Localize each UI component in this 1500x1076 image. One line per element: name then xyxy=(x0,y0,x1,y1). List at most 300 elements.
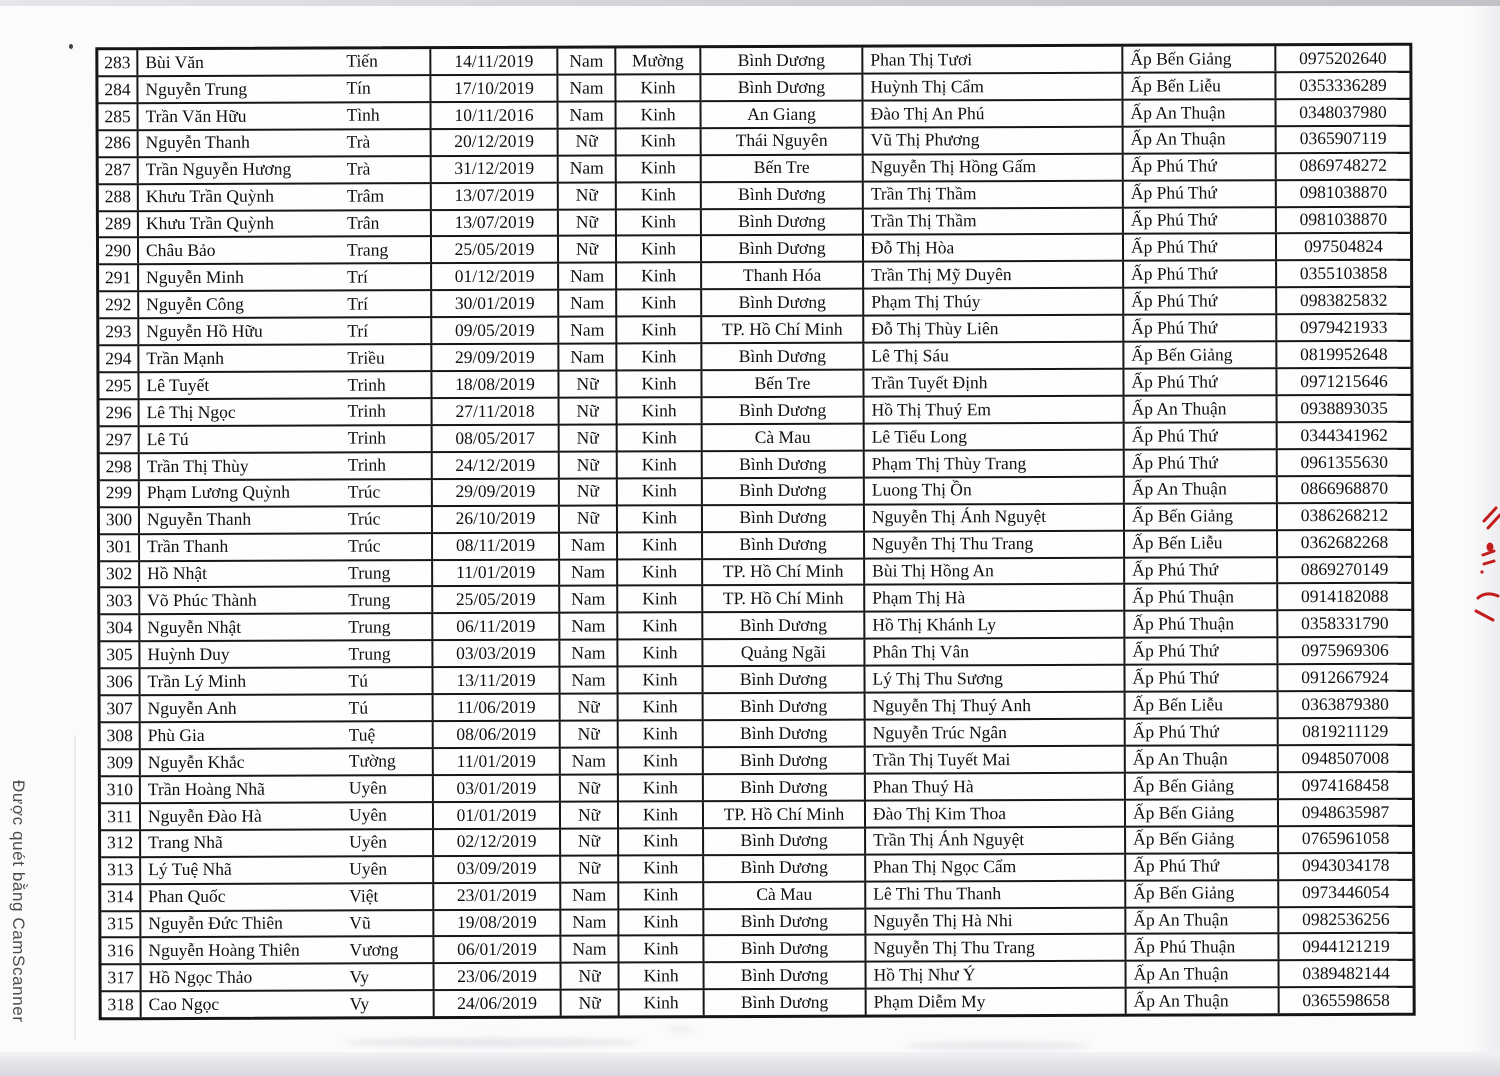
cell-given-name: Uyên xyxy=(348,804,387,825)
cell-family-name: Lý Tuệ Nhã xyxy=(148,859,232,880)
cell-dob: 25/05/2019 xyxy=(433,587,560,612)
cell-hamlet: Ấp An Thuận xyxy=(1127,988,1280,1013)
cell-family-name: Phạm Lương Quỳnh xyxy=(146,482,291,503)
cell-hamlet: Ấp Bến Liễu xyxy=(1126,692,1279,717)
cell-hamlet: Ấp Phú Thứ xyxy=(1125,558,1278,583)
cell-family-name: Hồ Ngọc Thảo xyxy=(148,966,253,988)
cell-gender: Nữ xyxy=(561,775,619,800)
cell-given-name: Uyên xyxy=(348,777,387,799)
cell-phone: 0358331790 xyxy=(1301,612,1389,634)
cell-hamlet: Ấp Phú Thứ xyxy=(1124,208,1277,233)
cell-mother-name: Vũ Thị Phương xyxy=(864,127,1124,153)
cell-family-name: Nguyễn Thanh xyxy=(145,132,250,153)
cell-ethnicity: Kinh xyxy=(617,371,702,396)
cell-gender: Nam xyxy=(559,345,617,370)
cell-name xyxy=(140,641,433,667)
cell-hamlet: Ấp An Thuận xyxy=(1123,100,1276,125)
cell-mother-name: Phạm Thị Hà xyxy=(865,585,1125,611)
cell-ethnicity: Kinh xyxy=(617,156,702,181)
cell-gender: Nam xyxy=(559,156,617,181)
cell-ethnicity: Kinh xyxy=(617,264,702,289)
cell-hamlet: Ấp Bến Giảng xyxy=(1123,46,1276,71)
cell-dob: 20/12/2019 xyxy=(432,129,559,154)
cell-mother-name: Phạm Thị Thùy Trang xyxy=(865,451,1125,477)
cell-family-name: Trang Nhã xyxy=(148,832,223,853)
cell-number: 301 xyxy=(100,535,140,560)
cell-phone: 0938893035 xyxy=(1300,397,1388,418)
cell-hamlet: Ấp Bến Liễu xyxy=(1125,531,1278,556)
cell-hamlet: Ấp Bến Giảng xyxy=(1126,773,1279,798)
cell-given-name: Trinh xyxy=(347,454,387,475)
cell-province: Bình Dương xyxy=(702,290,864,315)
cell-hamlet: Ấp Phú Thứ xyxy=(1124,235,1277,260)
cell-ethnicity: Kinh xyxy=(619,829,704,854)
cell-gender: Nữ xyxy=(560,425,618,450)
cell-ethnicity: Kinh xyxy=(618,587,703,612)
cell-province: Thái Nguyên xyxy=(702,128,864,153)
cell-phone: 0948507008 xyxy=(1301,747,1390,768)
cell-province: TP. Hồ Chí Minh xyxy=(703,559,865,584)
cell-province: TP. Hồ Chí Minh xyxy=(704,801,866,826)
cell-province: TP. Hồ Chí Minh xyxy=(703,586,865,611)
cell-phone: 0975202640 xyxy=(1299,47,1387,68)
cell-ethnicity: Kinh xyxy=(618,506,703,531)
cell-number: 308 xyxy=(101,723,141,748)
cell-phone: 0982536256 xyxy=(1302,908,1390,930)
cell-ethnicity: Kinh xyxy=(619,748,704,773)
cell-gender: Nữ xyxy=(562,964,620,989)
cell-province: Bình Dương xyxy=(703,667,865,692)
cell-mother-name: Hồ Thị Khánh Ly xyxy=(865,612,1125,638)
cell-family-name: Nguyễn Đào Hà xyxy=(147,805,262,826)
cell-phone: 0365598658 xyxy=(1302,989,1390,1011)
cell-name xyxy=(140,453,433,479)
cell-name xyxy=(140,588,433,614)
cell-number: 318 xyxy=(102,992,142,1017)
cell-hamlet: Ấp An Thuận xyxy=(1126,908,1279,933)
cell-mother-name: Trần Thị Ánh Nguyệt xyxy=(866,827,1126,853)
scan-edge-top xyxy=(0,0,1500,6)
cell-family-name: Trần Thị Thùy xyxy=(146,455,249,476)
cell-phone: 0866968870 xyxy=(1300,478,1389,499)
cell-given-name: Tín xyxy=(346,77,371,99)
cell-gender: Nữ xyxy=(560,506,618,531)
cell-dob: 01/01/2019 xyxy=(434,802,561,827)
cell-mother-name: Nguyễn Thị Thu Trang xyxy=(865,531,1125,557)
cell-family-name: Cao Ngọc xyxy=(148,993,220,1015)
cell-number: 307 xyxy=(101,696,141,721)
cell-mother-name: Bùi Thị Hồng An xyxy=(865,558,1125,584)
cell-gender: Nam xyxy=(560,533,618,558)
cell-mother-name: Đỗ Thị Hòa xyxy=(864,235,1124,261)
cell-province: Bình Dương xyxy=(704,855,866,880)
cell-ethnicity: Kinh xyxy=(619,775,704,800)
cell-ethnicity: Kinh xyxy=(619,910,704,935)
cell-gender: Nam xyxy=(558,48,616,73)
cell-ethnicity: Kinh xyxy=(620,964,705,989)
cell-hamlet: Ấp An Thuận xyxy=(1124,127,1277,152)
cell-gender: Nam xyxy=(560,614,618,639)
cell-number: 302 xyxy=(100,562,140,587)
cell-given-name: Tình xyxy=(346,104,380,125)
cell-ethnicity: Kinh xyxy=(617,210,702,235)
cell-phone: 0948635987 xyxy=(1301,801,1390,822)
cell-phone: 0973446054 xyxy=(1301,882,1390,903)
cell-mother-name: Trần Tuyết Định xyxy=(864,370,1124,396)
cell-ethnicity: Kinh xyxy=(618,560,703,585)
cell-hamlet: Ấp Phú Thuận xyxy=(1125,612,1278,637)
cell-mother-name: Lê Tiểu Long xyxy=(865,424,1125,450)
cell-ethnicity: Kinh xyxy=(620,990,705,1015)
cell-mother-name: Đào Thị An Phú xyxy=(863,101,1123,127)
cell-province: Cà Mau xyxy=(704,882,866,907)
ink-dot xyxy=(69,44,73,49)
cell-gender: Nữ xyxy=(561,856,619,881)
cell-family-name: Trần Nguyễn Hương xyxy=(145,159,292,180)
cell-hamlet: Ấp Bến Giảng xyxy=(1125,504,1278,529)
cell-province: An Giang xyxy=(702,101,864,126)
cell-dob: 13/07/2019 xyxy=(432,183,559,208)
cell-family-name: Nguyễn Trung xyxy=(145,78,248,99)
cell-hamlet: Ấp An Thuận xyxy=(1127,962,1280,987)
cell-dob: 13/11/2019 xyxy=(433,668,560,693)
cell-name xyxy=(138,76,431,102)
cell-given-name: Việt xyxy=(349,885,379,906)
cell-number: 304 xyxy=(100,616,140,641)
cell-ethnicity: Kinh xyxy=(618,533,703,558)
cell-ethnicity: Kinh xyxy=(618,398,703,423)
cell-name xyxy=(140,426,433,452)
cell-ethnicity: Kinh xyxy=(618,640,703,665)
cell-ethnicity: Kinh xyxy=(619,937,704,962)
cell-province: Bình Dương xyxy=(702,209,864,234)
cell-province: TP. Hồ Chí Minh xyxy=(702,317,864,342)
cell-name xyxy=(141,722,434,748)
cell-family-name: Nguyễn Minh xyxy=(146,266,244,288)
cell-phone: 0765961058 xyxy=(1301,828,1390,849)
cell-dob: 23/06/2019 xyxy=(435,964,562,989)
cell-gender: Nam xyxy=(561,748,619,773)
cell-dob: 11/01/2019 xyxy=(433,560,560,585)
cell-number: 286 xyxy=(99,131,139,156)
cell-name xyxy=(139,291,432,317)
cell-gender: Nam xyxy=(561,937,619,962)
cell-gender: Nữ xyxy=(559,210,617,235)
cell-phone: 0914182088 xyxy=(1300,585,1389,607)
cell-ethnicity: Kinh xyxy=(618,614,703,639)
cell-ethnicity: Kinh xyxy=(617,344,702,369)
cell-mother-name: Trần Thị Mỹ Duyên xyxy=(864,262,1124,288)
cell-phone: 0389482144 xyxy=(1302,962,1390,984)
birth-records-table xyxy=(95,43,1415,1021)
cell-phone: 0971215646 xyxy=(1300,370,1388,391)
cell-family-name: Phan Quốc xyxy=(148,886,226,907)
cell-number: 290 xyxy=(99,239,139,264)
cell-dob: 06/01/2019 xyxy=(434,937,561,962)
cell-dob: 29/09/2019 xyxy=(432,345,559,370)
cell-ethnicity: Kinh xyxy=(619,802,704,827)
cell-name xyxy=(140,399,433,425)
cell-gender: Nam xyxy=(559,102,617,127)
cell-phone: 0981038870 xyxy=(1299,182,1388,203)
cell-name xyxy=(140,534,433,560)
cell-dob: 03/03/2019 xyxy=(433,641,560,666)
cell-family-name: Nguyễn Hoàng Thiên xyxy=(148,939,300,961)
cell-number: 289 xyxy=(99,212,139,237)
cell-province: Bình Dương xyxy=(703,451,865,476)
cell-phone: 0362682268 xyxy=(1300,532,1389,553)
cell-number: 306 xyxy=(100,669,140,694)
cell-province: Quảng Ngãi xyxy=(703,640,865,665)
cell-dob: 27/11/2018 xyxy=(433,399,560,424)
cell-phone: 0386268212 xyxy=(1300,505,1389,526)
cell-gender: Nữ xyxy=(559,372,617,397)
cell-dob: 03/09/2019 xyxy=(434,856,561,881)
cell-number: 303 xyxy=(100,589,140,614)
cell-number: 317 xyxy=(102,965,142,990)
cell-given-name: Vy xyxy=(349,966,370,987)
cell-gender: Nam xyxy=(560,668,618,693)
cell-gender: Nam xyxy=(558,75,616,100)
cell-mother-name: Đào Thị Kim Thoa xyxy=(866,801,1126,827)
cell-mother-name: Nguyễn Thị Hồng Gấm xyxy=(864,154,1124,180)
cell-number: 312 xyxy=(101,831,141,856)
cell-hamlet: Ấp Phú Thuận xyxy=(1125,585,1278,610)
cell-ethnicity: Kinh xyxy=(618,425,703,450)
cell-hamlet: Ấp Phú Thứ xyxy=(1125,665,1278,690)
cell-province: Bình Dương xyxy=(703,505,865,530)
cell-province: Bình Dương xyxy=(703,613,865,638)
cell-hamlet: Ấp Phú Thứ xyxy=(1124,288,1277,313)
cell-mother-name: Luong Thị Ồn xyxy=(865,477,1125,503)
cell-hamlet: Ấp Phú Thứ xyxy=(1124,154,1277,179)
cell-given-name: Tú xyxy=(348,697,369,718)
cell-phone: 0869748272 xyxy=(1299,155,1388,176)
cell-family-name: Nguyễn Thanh xyxy=(146,509,252,530)
cell-name xyxy=(142,964,435,990)
cell-province: Bình Dương xyxy=(702,344,864,369)
cell-phone: 0344341962 xyxy=(1300,424,1388,445)
cell-given-name: Vũ xyxy=(349,912,371,933)
cell-province: Bình Dương xyxy=(701,75,863,100)
cell-dob: 08/11/2019 xyxy=(433,533,560,558)
cell-given-name: Trúc xyxy=(347,481,381,502)
cell-province: Bình Dương xyxy=(704,748,866,773)
cell-province: Bình Dương xyxy=(704,936,866,961)
cell-province: Bình Dương xyxy=(705,990,867,1015)
cell-ethnicity: Kinh xyxy=(617,317,702,342)
cell-given-name: Trúc xyxy=(347,508,381,529)
cell-dob: 29/09/2019 xyxy=(433,479,560,504)
cell-dob: 24/06/2019 xyxy=(435,991,562,1016)
cell-number: 300 xyxy=(100,508,140,533)
cell-number: 309 xyxy=(101,750,141,775)
cell-dob: 09/05/2019 xyxy=(432,318,559,343)
cell-ethnicity: Kinh xyxy=(618,479,703,504)
cell-name xyxy=(140,668,433,694)
cell-dob: 10/11/2016 xyxy=(432,103,559,128)
cell-name xyxy=(141,803,434,829)
cell-mother-name: Nguyễn Thị Thuý Anh xyxy=(866,693,1126,719)
cell-family-name: Lê Tú xyxy=(146,428,189,449)
cell-hamlet: Ấp Bến Giảng xyxy=(1126,800,1279,825)
cell-number: 296 xyxy=(100,400,140,425)
cell-hamlet: Ấp Phú Thứ xyxy=(1125,450,1278,475)
cell-name xyxy=(141,857,434,883)
cell-gender: Nữ xyxy=(560,452,618,477)
cell-number: 315 xyxy=(101,912,141,937)
cell-hamlet: Ấp An Thuận xyxy=(1126,746,1279,771)
cell-given-name: Trung xyxy=(348,616,391,637)
cell-given-name: Trà xyxy=(346,158,371,179)
cell-mother-name: Lý Thị Thu Sương xyxy=(865,666,1125,692)
cell-phone: 0353336289 xyxy=(1299,74,1387,95)
cell-dob: 11/06/2019 xyxy=(434,695,561,720)
cell-province: Bình Dương xyxy=(704,909,866,934)
cell-province: Bến Tre xyxy=(702,155,864,180)
cell-number: 284 xyxy=(98,77,138,102)
cell-family-name: Trần Văn Hữu xyxy=(145,105,247,126)
scan-edge-bottom xyxy=(0,1052,1500,1076)
cell-mother-name: Nguyễn Trúc Ngân xyxy=(866,720,1126,746)
cell-name xyxy=(142,991,435,1017)
cell-name xyxy=(141,749,434,775)
cell-name xyxy=(139,318,432,344)
cell-gender: Nam xyxy=(559,291,617,316)
cell-given-name: Tường xyxy=(348,750,396,772)
cell-given-name: Vy xyxy=(349,993,370,1014)
scan-smudge xyxy=(345,1038,640,1047)
cell-hamlet: Ấp Phú Thứ xyxy=(1125,423,1278,448)
cell-mother-name: Trần Thị Thầm xyxy=(864,181,1124,207)
cell-province: Bình Dương xyxy=(704,828,866,853)
cell-given-name: Tuệ xyxy=(348,724,376,745)
cell-gender: Nữ xyxy=(561,722,619,747)
cell-province: Bình Dương xyxy=(702,182,864,207)
cell-dob: 06/11/2019 xyxy=(433,614,560,639)
cell-number: 288 xyxy=(99,185,139,210)
cell-given-name: Trinh xyxy=(347,374,386,395)
cell-name xyxy=(139,184,432,210)
cell-name xyxy=(141,695,434,721)
cell-dob: 18/08/2019 xyxy=(432,372,559,397)
cell-hamlet: Ấp Bến Giảng xyxy=(1126,827,1279,852)
cell-mother-name: Phan Thuý Hà xyxy=(866,774,1126,800)
cell-number: 283 xyxy=(98,50,138,75)
cell-hamlet: Ấp Phú Thứ xyxy=(1126,719,1279,744)
cell-mother-name: Phân Thị Vân xyxy=(865,639,1125,665)
scan-smudge xyxy=(905,1042,1090,1050)
cell-dob: 01/12/2019 xyxy=(432,264,559,289)
cell-family-name: Nguyễn Hồ Hữu xyxy=(146,320,263,342)
cell-province: Bình Dương xyxy=(705,963,867,988)
cell-dob: 30/01/2019 xyxy=(432,291,559,316)
cell-gender: Nữ xyxy=(561,802,619,827)
cell-family-name: Lê Thị Ngọc xyxy=(146,401,236,422)
cell-given-name: Trung xyxy=(348,643,391,664)
cell-province: Bến Tre xyxy=(702,371,864,396)
cell-family-name: Nguyễn Đức Thiên xyxy=(148,912,283,934)
cell-family-name: Trần Hoàng Nhã xyxy=(147,778,265,799)
camscanner-watermark: Được quét bằng CamScanner xyxy=(9,780,28,1023)
cell-name xyxy=(141,776,434,802)
cell-given-name: Uyên xyxy=(349,831,388,852)
cell-family-name: Võ Phúc Thành xyxy=(147,589,257,611)
cell-family-name: Nguyễn Khắc xyxy=(147,751,245,772)
cell-given-name: Trà xyxy=(346,131,371,152)
cell-hamlet: Ấp Phú Thứ xyxy=(1124,181,1277,206)
cell-number: 310 xyxy=(101,777,141,802)
cell-number: 305 xyxy=(100,642,140,667)
cell-ethnicity: Kinh xyxy=(618,667,703,692)
cell-gender: Nữ xyxy=(562,991,620,1016)
cell-phone: 0912667924 xyxy=(1301,666,1389,688)
cell-family-name: Trần Lý Minh xyxy=(147,670,247,692)
cell-name xyxy=(139,372,432,398)
cell-number: 297 xyxy=(100,427,140,452)
cell-hamlet: Ấp Bến Giảng xyxy=(1124,342,1277,367)
cell-phone: 0961355630 xyxy=(1300,451,1389,472)
cell-mother-name: Lê Thi Thu Thanh xyxy=(866,881,1126,907)
cell-given-name: Trinh xyxy=(347,427,386,449)
cell-dob: 08/05/2017 xyxy=(433,426,560,451)
cell-province: Bình Dương xyxy=(703,532,865,557)
cell-dob: 19/08/2019 xyxy=(434,910,561,935)
cell-family-name: Hồ Nhật xyxy=(147,563,207,584)
cell-family-name: Khưu Trần Quỳnh xyxy=(145,212,275,234)
cell-name xyxy=(139,103,432,129)
cell-name xyxy=(140,561,433,587)
cell-number: 314 xyxy=(101,885,141,910)
cell-phone: 0365907119 xyxy=(1299,128,1387,149)
cell-hamlet: Ấp Bến Liễu xyxy=(1123,73,1276,98)
cell-province: Bình Dương xyxy=(703,478,865,503)
cell-number: 287 xyxy=(99,158,139,183)
cell-given-name: Trung xyxy=(348,562,391,583)
cell-family-name: Khưu Trần Quỳnh xyxy=(145,185,274,207)
cell-phone: 0944121219 xyxy=(1302,935,1390,957)
cell-mother-name: Huỳnh Thị Cẩm xyxy=(863,74,1123,100)
cell-mother-name: Phạm Thị Thúy xyxy=(864,289,1124,315)
cell-name xyxy=(141,884,434,910)
cell-gender: Nam xyxy=(559,318,617,343)
cell-dob: 25/05/2019 xyxy=(432,237,559,262)
cell-hamlet: Ấp Phú Thuận xyxy=(1126,935,1279,960)
cell-phone: 0983825832 xyxy=(1299,289,1388,311)
cell-mother-name: Nguyễn Thị Ánh Nguyệt xyxy=(865,504,1125,530)
cell-number: 293 xyxy=(99,319,139,344)
cell-family-name: Phù Gia xyxy=(147,724,205,745)
cell-given-name: Trang xyxy=(346,239,389,260)
cell-number: 313 xyxy=(101,858,141,883)
cell-gender: Nam xyxy=(560,560,618,585)
cell-family-name: Huỳnh Duy xyxy=(147,643,230,665)
cell-given-name: Uyên xyxy=(349,858,388,879)
cell-hamlet: Ấp An Thuận xyxy=(1125,396,1278,421)
cell-dob: 02/12/2019 xyxy=(434,829,561,854)
cell-gender: Nam xyxy=(560,587,618,612)
table-row xyxy=(102,988,1413,1017)
cell-province: Bình Dương xyxy=(704,721,866,746)
cell-ethnicity: Kinh xyxy=(616,75,701,100)
cell-mother-name: Trần Thị Tuyết Mai xyxy=(866,747,1126,773)
cell-ethnicity: Kinh xyxy=(619,856,704,881)
cell-hamlet: Ấp Phú Thứ xyxy=(1126,854,1279,879)
cell-phone: 0975969306 xyxy=(1301,639,1389,661)
cell-province: Bình Dương xyxy=(704,775,866,800)
cell-hamlet: Ấp Phú Thứ xyxy=(1124,315,1277,340)
cell-number: 316 xyxy=(101,939,141,964)
